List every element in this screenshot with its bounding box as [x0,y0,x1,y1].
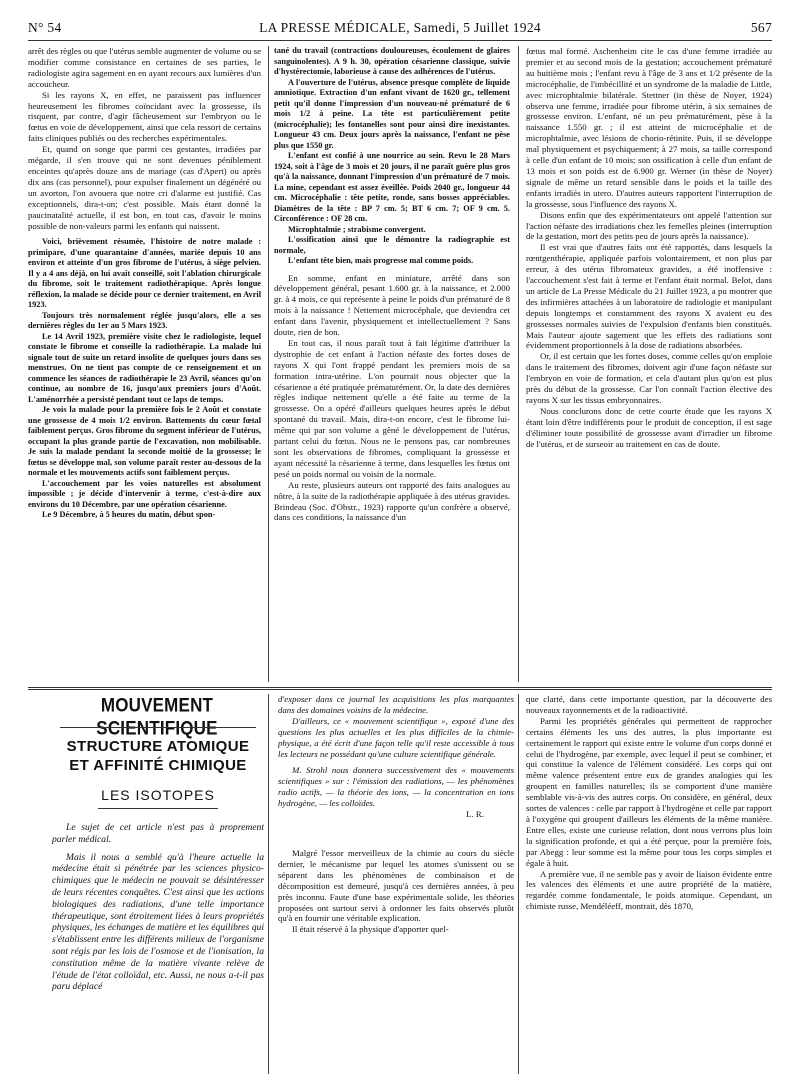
paragraph: D'ailleurs, ce « mouvement scientifique », exposé d'une des questions les plus actuelles et les plus difficiles de la chimie-physique, a été écrit d'une façon telle qu'il reste accessible à tous les lecteurs ne possédant qu'une culture scientifique générale. [278,715,514,759]
top-column-3 [526,46,772,682]
paragraph: arrêt des règles ou que l'utérus semble augmenter de volume ou se modifier comme consistance en certaines de ses parties, le radiologiste agira sagement en en ayant recours aux lumières d'un accoucheur. [28,46,261,89]
paragraph: Microphtalmie ; strabisme convergent. [288,224,426,234]
title-rule [60,727,256,728]
column-divider [518,46,519,682]
paragraph: En somme, enfant en miniature, arrêté dans son développement général, pesant 1.600 gr. à la naissance, et 2.000 gr. à 4 mois, ce qui représente à peine le poids d'un prématuré de 8 mois à la naissance ! Nettement microcéphale, que deviendra cet enfant dans l'avenir, physiquement et intellectuellement ? Sans doute, rien de bon. [274,272,510,338]
paragraph: Le 9 Décembre, à 5 heures du matin, début spon- [42,510,216,520]
page-number: 567 [750,20,772,35]
paragraph: Toujours très normalement réglée jusqu'alors, elle a ses dernières règles du 1er au 5 Mars 1923. [28,310,261,331]
signature: L. R. [466,809,484,820]
paragraph: A l'ouverture de l'utérus, absence presque complète de liquide amniotique. Extraction d'un enfant vivant de 1620 gr., tellement petit qu'il donne l'impression d'un nouveau-né prématuré de 6 mois 1/2 à peine. La tête est particulièrement petite (microcéphalie); les fontanelles sont pour ainsi dire inexistantes. Longueur 43 cm. Deux jours après la naissance, l'enfant ne pèse plus que 1550 gr. [274,77,510,150]
paragraph: Le 14 Avril 1923, première visite chez le radiologiste, lequel constate le fibrome et conseille la radiothérapie. La malade lui signale tout de suite un retard insolite de quelques jours dans ses menstrues. On ne tient pas compte de ce renseignement et on commence les séances de radiothérapie le 23 Avril, séances qu'on continue, au nombre de 16, jusqu'aux premiers jours d'Août. L'aménorrhée a persisté pendant tout ce laps de temps. [28,331,261,404]
paragraph: tané du travail (contractions douloureuses, écoulement de glaires sanguinolentes). A 9 h. 30, opération césarienne classique, suivie d'hystérectomie, laborieuse à cause des adhérences de l'utérus. [274,46,510,76]
article-title-line-1: STRUCTURE ATOMIQUE [66,738,250,755]
page-header [28,20,772,40]
case-observation [28,237,261,521]
paragraph: Or, il est certain que les fortes doses, comme celles qu'on emploie dans le traitement des fibromes, doivent agir d'une façon néfaste sur l'embryon en voie de formation, et cela d'autant plus qu'on est plus près du début de la grossesse. Car l'on connaît l'action élective des rayons X sur les tissus embryonnaires. [526,351,772,405]
paragraph: Si les rayons X, en effet, ne paraissent pas influencer heureusement les fibromes coïncidant avec la grossesse, ils risquent, par contre, d'agir fâcheusement sur l'embryon ou le fœtus en voie de développement, ainsi que cela ressort de certains faits cliniques publiés ou des recherches expérimentales. [28,89,261,144]
paragraph: A première vue, il ne semble pas y avoir de liaison évidente entre les valences des éléments et une autre propriété de la matière, regardée comme fondamentale, le poids atomique. Cependant, un chimiste russe, Mendéléeff, montrait, dès 1870, [526,868,772,912]
paragraph: Et, quand on songe que parmi ces gestantes, irradiées par mégarde, il s'en trouve qui ne sont devenues péniblement enceintes qu'après douze ans de mariage (cas d'Apert) ou après dix ans (cas personnel), pour expulser finalement un dégénéré ou un avorton, l'on avouera que notre cri d'alarme est justifié. Cas exceptionnels, dira-t-on; c'est possible. Mais étant donné la paucinatalité actuelle, il est bon, en tout cas, d'avoir le moins possible de non-valeurs parmi les enfants qui naissent. [28,144,261,231]
paragraph: L'accouchement par les voies naturelles est absolument impossible ; je décide d'intervenir à terme, c'est-à-dire aux environs du 10 Décembre, par une opération césarienne. [28,478,261,509]
section-rule [28,687,772,690]
paragraph: Voici, brièvement résumée, l'histoire de notre malade : primipare, d'une quarantaine d'années, mariée depuis 10 ans environ et atteinte d'un gros fibrome de l'utérus, à siège pelvien. Il y a 4 ans déjà, on lui avait conseillé, soit l'ablation chirurgicale du fibrome, soit le traitement radiothérapique. Après longue réflexion, la malade se décide pour ce dernier traitement, en Avril 1923. [28,237,261,310]
paragraph: que clarté, dans cette importante question, par la découverte des nouveaux rayonnements et de la radioactivité. [526,694,772,715]
paragraph: L'enfant tête bien, mais progresse mal comme poids. [288,256,474,265]
column-divider [518,694,519,1074]
column-divider [268,46,269,682]
paragraph: Au reste, plusieurs auteurs ont rapporté des faits analogues au nôtre, à la suite de la radiothérapie appliquée à des utérus gravides. Brindeau (Soc. d'Obstr., 1923) rapporte qu'un confrère a observé, dans ces conditions, la naissance d'un [274,479,510,523]
bottom-column-3 [526,694,772,1074]
case-observation-continued [274,46,510,267]
header-rule [28,40,772,41]
paragraph: Il est vrai que d'autres faits ont été rapportés, dans lesquels la rœntgenthérapie, appliquée parfois volontairement, et non plus par erreur, à des utérus fibromateux gravides, a été inoffensive : l'accouchement s'est fait à terme et l'enfant était normal. Belot, dans un article de La Presse Médicale du 21 Juillet 1923, a pu montrer que des infirmières attachées à un laboratoire de radiologie et manipulant depuis longtemps et constamment des rayons X avaient eu des grossesses normales suivies de l'expulsion d'enfants bien constitués. Mais l'auteur ajoute sagement que les effets des radiations sont évidemment proportionnels à la dose de radiations absorbées. [526,242,772,351]
paragraph: M. Strohl nous donnera successivement des « mouvements scientifiques » sur : l'émission des radiations, — les phénomènes radio actifs, — la théorie des ions, — la concentration en ions hydrogène, — les colloïdes. [278,765,514,809]
paragraph: d'exposer dans ce journal les acquisitions les plus marquantes dans des domaines voisins de la médecine. [278,694,514,715]
paragraph: Malgré l'essor merveilleux de la chimie au cours du siècle dernier, le mécanisme par lequel les atomes s'unissent ou se séparent dans les phénomènes de combinaison et de décomposition est demeuré, jusqu'à ces dernières années, à peu près inconnu. Faute d'une base expérimentale solide, les théories proposées ont surtout servi à ordonner les faits observés plutôt qu'à en fournir une véritable explication. [278,847,514,924]
paragraph: Il était réservé à la physique d'apporter quel- [292,924,449,935]
paragraph: Mais il nous a semblé qu'à l'heure actuelle la médecine était si pénétrée par les sciences physico-chimiques que le médecin ne pouvait se désintéresser de leurs récentes conquêtes. C'est ainsi que les actions biologiques des radiations, d'une telle importance thérapeutique, sont étroitement liées à leurs propriétés physiques, les échanges de matière et les équilibres qui s'établissent entre les différents milieux de l'organisme sont régis par les lois de l'osmose et de l'ionisation, la constitution même de la matière vivante relève de l'étude de l'état colloïdal, etc. Aussi, ne nous a-t-il pas paru déplacé [52,851,264,993]
paragraph: Je vois la malade pour la première fois le 2 Août et constate une grossesse de 4 mois 1/2 environ. Battements du cœur fœtal faiblement perçus. Gros fibrome du segment inférieur de l'utérus, occupant la plus grande partie de l'excavation, non mobilisable. Je suis la malade pendant la seconde moitié de la grossesse; le fœtus se développe mal, son volume paraît rester au-dessous de la normale et les mouvements actifs sont faiblement perçus. [28,405,261,478]
top-column-1 [28,46,261,682]
paragraph: Disons enfin que des expérimentateurs ont appelé l'attention sur l'action néfaste des irradiations chez les femelles pleines (interruption de la gestation, mort des petits peu de jours après la naissance). [526,209,772,242]
paragraph: En tout cas, il nous paraît tout à fait légitime d'attribuer la dystrophie de cet enfant à l'action néfaste des fortes doses de rayons X qui l'ont frappé pendant les premiers mois de sa formation intra-utérine. L'on pourrait nous objecter que la césarienne a été pratiquée prématurément. Or, la date des dernières règles indique nettement qu'elle a été faite au terme de la grossesse. On a opéré d'ailleurs quelques heures après le début spontané du travail. Mais, dira-t-on encore, c'est le fibrome lui-même qui par son volume a gêné le développement de l'utérus, partant celui du fœtus. Nous ne le pensons pas, car nombreuses sont les observations de fibromes, compliquant la grossesse et ayant nécessité la césarienne à terme, dans lesquelles les fœtus ont pesé un poids normal ou voisin de la normale. [274,337,510,479]
issue-number: N° 54 [28,20,62,35]
paragraph: fœtus mal formé. Aschenheim cite le cas d'une femme irradiée au premier et au second mois de la gestation; accouchement prématuré au huitième mois ; l'enfant revu à l'âge de 3 ans et 1/2 présente de la microcéphalie, de l'imbécillité et un syndrome de la maladie de Little, avec microphtalmie bilatérale. Stettner (in thèse de Noyer, 1924) observa une femme, irradiée pour fibrome utérin, à six semaines de grossesse environ. L'enfant, né un peu prématurément, pèse à la naissance 1.550 gr. ; il est atteint de microcéphalie et de microphtalmie, avec lésions de chorio-rétinite. Puis, il se développe mal physiquement et psychiquement; à 27 mois, sa taille correspond à celle d'un enfant de 10 mois; son ossification à celle d'un enfant de 13 mois et son poids est de 6.900 gr. Werner (in thèse de Noyer) signale de même un retard sensible dans le poids et la taille des enfants irradiés in utero. D'autres auteurs rapportent l'interruption de la grossesse, sous l'influence des rayons X. [526,46,772,209]
article-subtitle: LES ISOTOPES [101,787,215,803]
paragraph: L'ossification ainsi que le démontre la radiographie est normale, [274,235,510,255]
subtitle-rule [98,808,218,809]
paragraph: Parmi les propriétés générales qui permettent de rapprocher certains éléments les uns des autres, la plus importante est certainement le rapport qui existe entre le volume d'un corps donné et celui de l'hydrogène, par exemple, avec lequel il peut se combiner, et qui constitue la valence de l'élément considéré. Les corps qui ont même valence présentent entre eux de grandes analogies qui les groupent en familles naturelles; ils se comportent d'une manière semblable vis-à-vis des autres corps. On considère, en général, deux sortes de valences : celle par rapport à l'hydrogène et celle par rapport à l'oxygène qui groupent d'ailleurs les éléments de la même manière. Entre elles, existe une curieuse relation, dont nous verrons plus loin la signification profonde, et qui a été perçue, pour la première fois, par Abegg : leur somme est la même pour tous les corps simples et égale à huit. [526,715,772,868]
journal-title: LA PRESSE MÉDICALE, Samedi, 5 Juillet 1924 [259,20,541,35]
article-title [60,737,256,775]
bottom-column-2 [278,694,514,1074]
paragraph: L'enfant est confié à une nourrice au sein. Revu le 28 Mars 1924, soit à l'âge de 3 mois et 20 jours, il ne paraît guère plus gros qu'à la naissance, donnant l'impression d'un prématuré de 7 mois. La mine, cependant est assez éveillée. Poids 2040 gr., longueur 44 cm. Microcéphalie : tête petite, ronde, sans bosses appréciables. Diamètres de la tête : BP 7 cm. 5; BT 6 cm. 7; OF 9 cm. 5. Circonférence : OF 28 cm. [274,151,510,223]
section-title: MOUVEMENT SCIENTIFIQUE [96,694,218,739]
article-title-line-2: ET AFFINITÉ CHIMIQUE [69,757,247,774]
paragraph: Nous conclurons donc de cette courte étude que les rayons X étant loin d'être indifférents pour le produit de conception, il est sage d'éliminer toute possibilité de grossesse avant d'irradier un fibrome de l'utérus, et de surseoir au traitement en cas de doute. [526,405,772,449]
top-column-2 [274,46,510,682]
paragraph: Le sujet de cet article n'est pas à proprement parler médical. [52,822,264,845]
editorial-note [278,694,514,809]
article-intro [52,822,264,1072]
column-divider [268,694,269,1074]
